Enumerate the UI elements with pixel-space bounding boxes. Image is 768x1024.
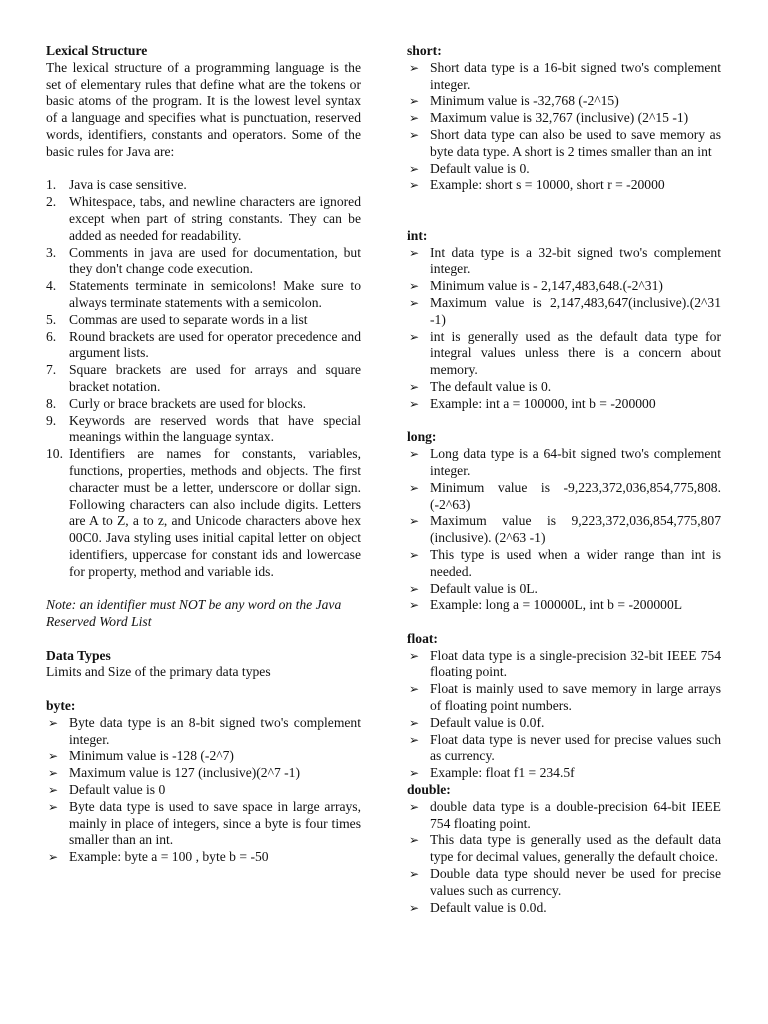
int-item-text: Int data type is a 32-bit signed two's complement integer. (430, 244, 721, 277)
short-item-text: Short data type can also be used to save memory as byte data type. A short is 2 times smaller than an int (430, 126, 721, 159)
rules-list (46, 177, 361, 580)
arrow-bullet-icon: ➢ (409, 295, 420, 310)
rule-number: 7. (46, 362, 57, 378)
long-item-text: Long data type is a 64-bit signed two's complement integer. (430, 446, 721, 478)
short-item (407, 60, 721, 94)
arrow-bullet-icon: ➢ (48, 715, 59, 730)
arrow-bullet-icon: ➢ (409, 547, 420, 562)
rule-text: Whitespace, tabs, and newline characters are ignored except when part of string constants. They can be added as needed for readability. (69, 194, 361, 243)
arrow-bullet-icon: ➢ (48, 766, 59, 781)
long-heading: long: (407, 429, 437, 445)
double-item (407, 799, 721, 833)
rule-text: Curly or brace brackets are used for blocks. (69, 395, 307, 411)
arrow-bullet-icon: ➢ (48, 783, 59, 798)
spacer (46, 161, 361, 178)
byte-heading: byte: (46, 698, 76, 714)
byte-item-text: Byte data type is an 8-bit signed two's complement integer. (69, 714, 361, 747)
rule-number: 5. (46, 311, 57, 327)
arrow-bullet-icon: ➢ (48, 850, 59, 865)
byte-item-text: Maximum value is 127 (inclusive)(2^7 -1) (69, 765, 301, 781)
rule-number: 10. (46, 446, 63, 462)
rule-text: Round brackets are used for operator precedence and argument lists. (69, 328, 361, 361)
arrow-bullet-icon: ➢ (409, 732, 420, 747)
reserved-word-note: Note: an identifier must NOT be any word on the Java Reserved Word List (46, 597, 342, 630)
double-item (407, 900, 721, 917)
spacer (407, 413, 721, 430)
spacer (407, 614, 721, 631)
spacer (46, 681, 361, 698)
long-item (407, 446, 721, 480)
long-item-text: This type is used when a wider range than int is needed. (430, 546, 721, 579)
rule-text: Comments in java are used for documentation, but they don't change code execution. (69, 244, 361, 277)
lexical-structure-heading: Lexical Structure (46, 43, 148, 58)
arrow-bullet-icon: ➢ (409, 799, 420, 814)
byte-item (46, 715, 361, 749)
int-item-text: Example: int a = 100000, int b = -200000 (430, 395, 656, 411)
double-item-text: Double data type should never be used for precise values such as currency. (430, 866, 721, 898)
arrow-bullet-icon: ➢ (409, 161, 420, 176)
rule-number: 9. (46, 412, 57, 428)
arrow-bullet-icon: ➢ (409, 379, 420, 394)
arrow-bullet-icon: ➢ (409, 127, 420, 142)
rule-item (46, 177, 361, 194)
int-item-text: int is generally used as the default data type for integral values unless there is a concern about memory. (430, 328, 721, 378)
arrow-bullet-icon: ➢ (409, 279, 420, 294)
double-item-text: Default value is 0.0d. (430, 899, 547, 915)
byte-item (46, 748, 361, 765)
byte-item-text: Byte data type is used to save space in large arrays, mainly in place of integers, since a byte is four times smaller than an int. (69, 798, 361, 848)
short-item-text: Example: short s = 10000, short r = -20000 (430, 177, 665, 193)
arrow-bullet-icon: ➢ (409, 715, 420, 730)
short-item-text: Default value is 0. (430, 160, 530, 176)
long-list (407, 446, 721, 614)
rule-text: Identifiers are names for constants, variables, functions, properties, methods and objects. The first character must be a letter, underscore or dollar sign. Following characters can also include digits. Letters are A to Z, a to z, and Unicode characters above hex 00C0. Java styling uses initial capital letter on object identifiers, uppercase for constant ids and lowercase for property, method and variable ids. (69, 446, 361, 579)
int-item (407, 379, 721, 396)
arrow-bullet-icon: ➢ (48, 799, 59, 814)
float-list (407, 648, 721, 782)
rule-item (46, 245, 361, 279)
rule-number: 4. (46, 278, 57, 294)
int-heading: int: (407, 227, 428, 243)
float-item (407, 648, 721, 682)
rule-text: Keywords are reserved words that have special meanings within the language syntax. (69, 412, 361, 445)
arrow-bullet-icon: ➢ (409, 648, 420, 663)
arrow-bullet-icon: ➢ (409, 396, 420, 411)
rule-number: 3. (46, 244, 57, 260)
int-item (407, 245, 721, 279)
long-item (407, 581, 721, 598)
int-item-text: Minimum value is - 2,147,483,648.(-2^31) (430, 278, 663, 294)
rule-item (46, 329, 361, 363)
byte-item-text: Minimum value is -128 (-2^7) (69, 748, 234, 764)
left-column (46, 43, 361, 866)
short-item (407, 93, 721, 110)
double-heading: double: (407, 782, 451, 798)
byte-item-text: Default value is 0 (69, 782, 166, 798)
arrow-bullet-icon: ➢ (409, 867, 420, 882)
float-item-text: Example: float f1 = 234.5f (430, 765, 575, 781)
rule-text: Commas are used to separate words in a list (69, 311, 308, 327)
rule-item (46, 278, 361, 312)
long-item (407, 597, 721, 614)
arrow-bullet-icon: ➢ (409, 447, 420, 462)
long-item (407, 513, 721, 547)
float-item (407, 715, 721, 732)
spacer (407, 194, 721, 211)
arrow-bullet-icon: ➢ (409, 682, 420, 697)
arrow-bullet-icon: ➢ (409, 94, 420, 109)
long-item (407, 480, 721, 514)
rule-text: Statements terminate in semicolons! Make sure to always terminate statements with a semicolon. (69, 278, 361, 310)
float-item-text: Float is mainly used to save memory in large arrays of floating point numbers. (430, 681, 721, 714)
byte-item (46, 849, 361, 866)
data-types-heading: Data Types (46, 647, 111, 663)
short-item (407, 161, 721, 178)
right-column (407, 43, 721, 916)
double-item-text: double data type is a double-precision 64-bit IEEE 754 floating point. (430, 798, 721, 831)
float-heading: float: (407, 630, 438, 646)
rule-item (46, 194, 361, 244)
spacer (46, 581, 361, 598)
byte-item-text: Example: byte a = 100 , byte b = -50 (69, 849, 269, 865)
short-item-text: Maximum value is 32,767 (inclusive) (2^15 -1) (430, 110, 689, 126)
float-item (407, 765, 721, 782)
short-item (407, 127, 721, 161)
arrow-bullet-icon: ➢ (409, 245, 420, 260)
short-list (407, 60, 721, 194)
long-item (407, 547, 721, 581)
rule-item (46, 312, 361, 329)
rule-text: Square brackets are used for arrays and square bracket notation. (69, 362, 361, 394)
int-item (407, 329, 721, 379)
byte-list (46, 715, 361, 866)
rule-number: 8. (46, 395, 57, 411)
float-item-text: Default value is 0.0f. (430, 714, 545, 730)
long-item-text: Minimum value is -9,223,372,036,854,775,808.(-2^63) (430, 479, 721, 512)
spacer (46, 631, 361, 648)
data-types-subtitle: Limits and Size of the primary data types (46, 664, 271, 680)
rule-number: 6. (46, 328, 57, 344)
arrow-bullet-icon: ➢ (409, 833, 420, 848)
rule-item (46, 362, 361, 396)
arrow-bullet-icon: ➢ (48, 749, 59, 764)
arrow-bullet-icon: ➢ (409, 111, 420, 126)
spacer (407, 211, 721, 228)
short-item-text: Minimum value is -32,768 (-2^15) (430, 93, 619, 109)
short-heading: short: (407, 43, 442, 58)
float-item-text: Float data type is a single-precision 32-bit IEEE 754 floating point. (430, 647, 721, 680)
arrow-bullet-icon: ➢ (409, 900, 420, 915)
short-item-text: Short data type is a 16-bit signed two's complement integer. (430, 59, 721, 92)
byte-item (46, 799, 361, 849)
float-item (407, 732, 721, 766)
arrow-bullet-icon: ➢ (409, 766, 420, 781)
arrow-bullet-icon: ➢ (409, 581, 420, 596)
double-item (407, 866, 721, 900)
long-item-text: Example: long a = 100000L, int b = -200000L (430, 597, 683, 613)
byte-item (46, 765, 361, 782)
rule-item (46, 413, 361, 447)
arrow-bullet-icon: ➢ (409, 60, 420, 75)
rule-item (46, 396, 361, 413)
int-item (407, 278, 721, 295)
rule-item (46, 446, 361, 580)
int-list (407, 245, 721, 413)
short-item (407, 177, 721, 194)
long-item-text: Default value is 0L. (430, 580, 538, 596)
arrow-bullet-icon: ➢ (409, 178, 420, 193)
arrow-bullet-icon: ➢ (409, 329, 420, 344)
float-item (407, 681, 721, 715)
long-item-text: Maximum value is 9,223,372,036,854,775,807 (inclusive). (2^63 -1) (430, 513, 721, 546)
double-item-text: This data type is generally used as the default data type for decimal values, generally the default choice. (430, 832, 721, 865)
double-item (407, 832, 721, 866)
lexical-intro-paragraph: The lexical structure of a programming language is the set of elementary rules that define what are the tokens or basic atoms of the program. It is the lowest level syntax of a language and specifies what is punctuation, reserved words, identifiers, constants and operators. Some of the basic rules for Java are: (46, 59, 361, 159)
arrow-bullet-icon: ➢ (409, 598, 420, 613)
int-item (407, 396, 721, 413)
rule-text: Java is case sensitive. (69, 177, 187, 193)
arrow-bullet-icon: ➢ (409, 480, 420, 495)
arrow-bullet-icon: ➢ (409, 514, 420, 529)
float-item-text: Float data type is never used for precise values such as currency. (430, 731, 721, 764)
int-item-text: Maximum value is 2,147,483,647(inclusive).(2^31 -1) (430, 294, 721, 327)
double-list (407, 799, 721, 917)
int-item (407, 295, 721, 329)
int-item-text: The default value is 0. (430, 378, 552, 394)
byte-item (46, 782, 361, 799)
short-item (407, 110, 721, 127)
rule-number: 2. (46, 194, 57, 210)
rule-number: 1. (46, 177, 57, 193)
